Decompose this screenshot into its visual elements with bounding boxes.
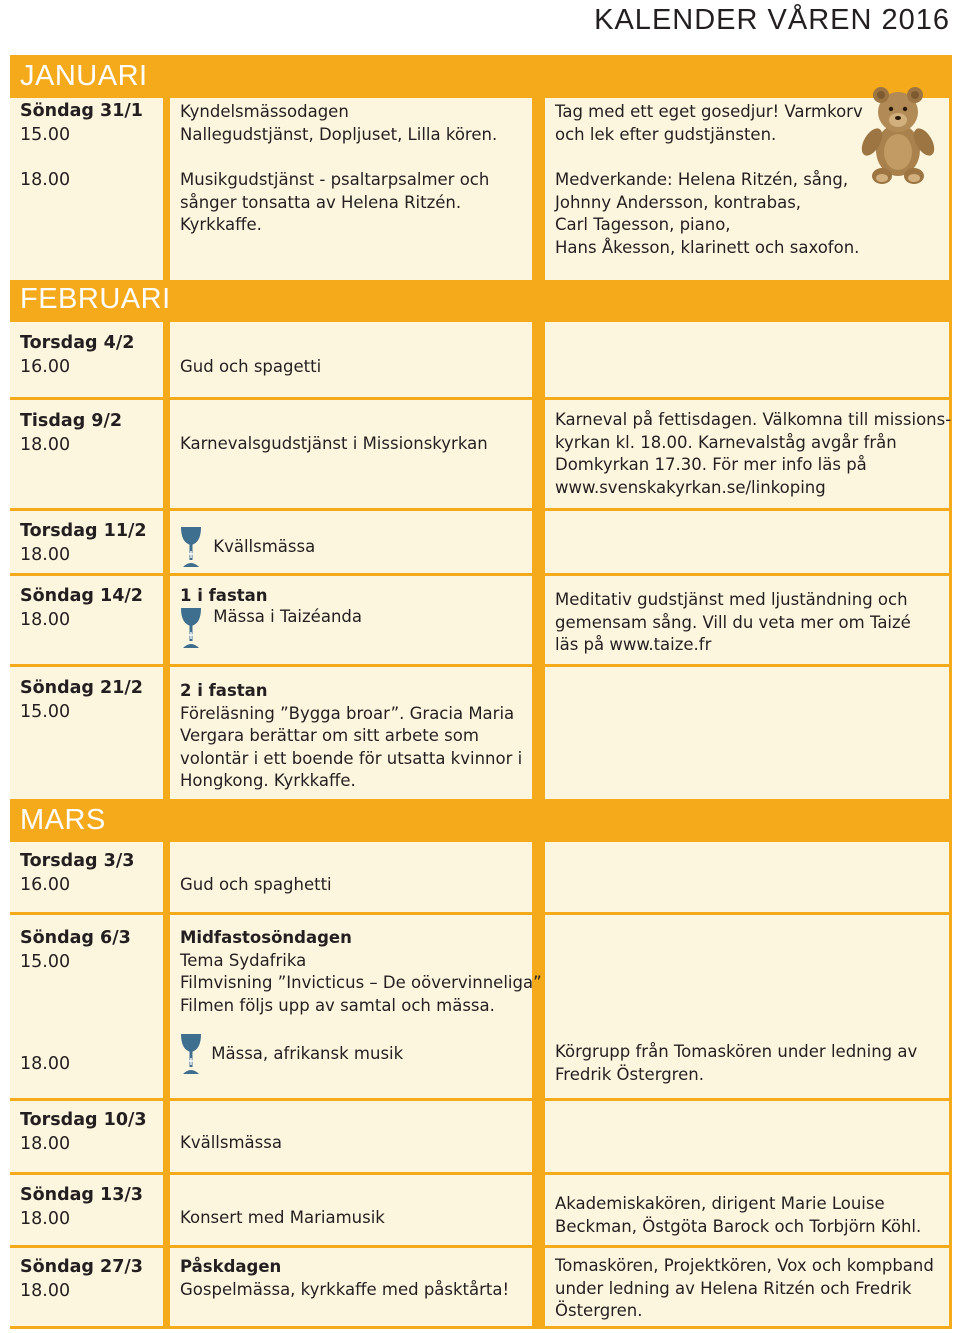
note-cell <box>545 667 949 799</box>
chalice-icon <box>180 525 202 569</box>
event-day: Söndag 27/3 <box>20 1257 143 1277</box>
event-text: sånger tonsatta av Helena Ritzén. <box>180 192 462 212</box>
note-text: Körgrupp från Tomaskören under ledning av <box>555 1042 918 1061</box>
teddy-bear-icon <box>856 78 942 190</box>
event-title: Mässa, afrikansk musik <box>211 1043 404 1063</box>
event-title: 2 i fastan <box>180 681 268 700</box>
event-cell <box>170 400 532 508</box>
table-row <box>10 915 163 1098</box>
note-text: och lek efter gudstjänsten. <box>555 124 777 144</box>
note-text: Fredrik Östergren. <box>555 1064 704 1084</box>
event-time: 18.00 <box>20 1133 71 1154</box>
event-time: 18.00 <box>20 1280 71 1301</box>
event-title: Midfastosöndagen <box>180 928 352 947</box>
event-day: Söndag 14/2 <box>20 586 143 606</box>
month-heading-january: JANUARI <box>20 60 148 92</box>
event-text: Mässa i Taizéanda <box>213 606 362 626</box>
event-text: Hongkong. Kyrkkaffe. <box>180 771 356 790</box>
chalice-icon <box>180 1032 202 1076</box>
table-row <box>10 400 163 508</box>
page-title: KALENDER VÅREN 2016 <box>594 4 950 36</box>
event-day: Söndag 31/1 <box>20 101 143 121</box>
event-day: Torsdag 3/3 <box>20 851 135 871</box>
event-day: Torsdag 10/3 <box>20 1110 147 1130</box>
table-row <box>10 576 163 664</box>
note-cell <box>545 1248 949 1326</box>
note-text: Meditativ gudstjänst med ljuständning och <box>555 590 908 609</box>
month-heading-march: MARS <box>20 804 106 836</box>
event-time: 18.00 <box>20 609 71 630</box>
event-text: Kyrkkaffe. <box>180 215 262 234</box>
note-text: Beckman, Östgöta Barock och Torbjörn Köhl. <box>555 1216 922 1236</box>
event-time: 18.00 <box>20 434 71 455</box>
note-cell <box>545 1175 949 1245</box>
event-time: 18.00 <box>20 170 71 190</box>
note-text: Carl Tagesson, piano, <box>555 215 731 234</box>
event-day: Tisdag 9/2 <box>20 411 123 431</box>
note-text: Karneval på fettisdagen. Välkomna till missions- <box>555 410 952 429</box>
note-cell <box>545 322 949 397</box>
event-cell <box>170 915 542 1098</box>
event-day: Torsdag 11/2 <box>20 521 147 541</box>
note-text: Johnny Andersson, kontrabas, <box>555 192 802 212</box>
event-title: 1 i fastan <box>180 586 268 605</box>
event-title: Karnevalsgudstjänst i Missionskyrkan <box>180 434 488 453</box>
event-cell <box>170 842 532 912</box>
note-text: läs på www.taize.fr <box>555 635 712 654</box>
note-text: www.svenskakyrkan.se/linkoping <box>555 477 826 497</box>
event-text: Nallegudstjänst, Dopljuset, Lilla kören. <box>180 124 498 144</box>
note-text: under ledning av Helena Ritzén och Fredrik <box>555 1278 912 1298</box>
note-text: Tomaskören, Projektkören, Vox och kompband <box>555 1256 934 1275</box>
event-time: 18.00 <box>20 544 71 565</box>
note-text: Akademiskakören, dirigent Marie Louise <box>555 1194 885 1213</box>
table-row <box>10 322 163 397</box>
table-row <box>10 842 163 912</box>
note-text: kyrkan kl. 18.00. Karnevalståg avgår från <box>555 432 897 452</box>
table-row <box>10 1101 163 1172</box>
event-title: Konsert med Mariamusik <box>180 1208 385 1227</box>
table-row <box>10 98 163 280</box>
event-title: Kvällsmässa <box>213 536 316 556</box>
event-text: Filmen följs upp av samtal och mässa. <box>180 995 495 1015</box>
event-text: volontär i ett boende för utsatta kvinnor i <box>180 748 523 768</box>
event-cell <box>170 322 532 397</box>
event-text: Tema Sydafrika <box>180 950 307 970</box>
event-time: 15.00 <box>20 701 71 722</box>
event-cell <box>170 576 532 664</box>
event-cell <box>170 1248 532 1326</box>
note-text: Hans Åkesson, klarinett och saxofon. <box>555 237 860 257</box>
event-title: Musikgudstjänst - psaltarpsalmer och <box>180 170 490 189</box>
note-text: Domkyrkan 17.30. För mer info läs på <box>555 455 867 474</box>
event-day: Söndag 21/2 <box>20 678 143 698</box>
event-day: Torsdag 4/2 <box>20 333 135 353</box>
note-cell <box>545 842 949 912</box>
event-text: Föreläsning ”Bygga broar”. Gracia Maria <box>180 703 515 723</box>
note-text: Östergren. <box>555 1301 643 1320</box>
event-text: Gospelmässa, kyrkkaffe med påsktårta! <box>180 1279 510 1299</box>
event-title: Gud och spagetti <box>180 357 322 376</box>
event-title: Gud och spaghetti <box>180 875 332 894</box>
event-title: Kyndelsmässodagen <box>180 102 349 121</box>
event-time: 15.00 <box>20 124 71 145</box>
month-heading-february: FEBRUARI <box>20 283 171 315</box>
event-cell <box>170 1101 532 1172</box>
table-row <box>10 511 163 573</box>
table-row <box>10 1175 163 1245</box>
event-text: Filmvisning ”Invicticus – De oövervinneliga” <box>180 973 542 992</box>
note-cell <box>545 511 949 573</box>
note-cell <box>545 576 949 664</box>
note-cell <box>545 915 949 1098</box>
event-cell <box>170 98 532 280</box>
event-time: 18.00 <box>20 1054 71 1074</box>
event-cell <box>170 667 532 799</box>
event-time: 16.00 <box>20 874 71 895</box>
event-cell <box>170 1175 532 1245</box>
event-cell <box>170 511 532 573</box>
note-cell <box>545 1101 949 1172</box>
event-title: Kvällsmässa <box>180 1133 282 1152</box>
chalice-icon <box>180 606 202 650</box>
note-cell <box>545 400 952 508</box>
event-day: Söndag 6/3 <box>20 928 131 948</box>
event-title: Påskdagen <box>180 1257 282 1276</box>
event-time: 16.00 <box>20 356 71 377</box>
note-text: Medverkande: Helena Ritzén, sång, <box>555 170 849 189</box>
event-day: Söndag 13/3 <box>20 1185 143 1205</box>
event-text: Vergara berättar om sitt arbete som <box>180 726 479 745</box>
note-text: Tag med ett eget gosedjur! Varmkorv <box>555 102 863 121</box>
event-time: 18.00 <box>20 1208 71 1229</box>
table-row <box>10 1248 163 1326</box>
table-row <box>10 667 163 799</box>
event-time: 15.00 <box>20 951 71 972</box>
note-text: gemensam sång. Vill du veta mer om Taizé <box>555 612 911 632</box>
